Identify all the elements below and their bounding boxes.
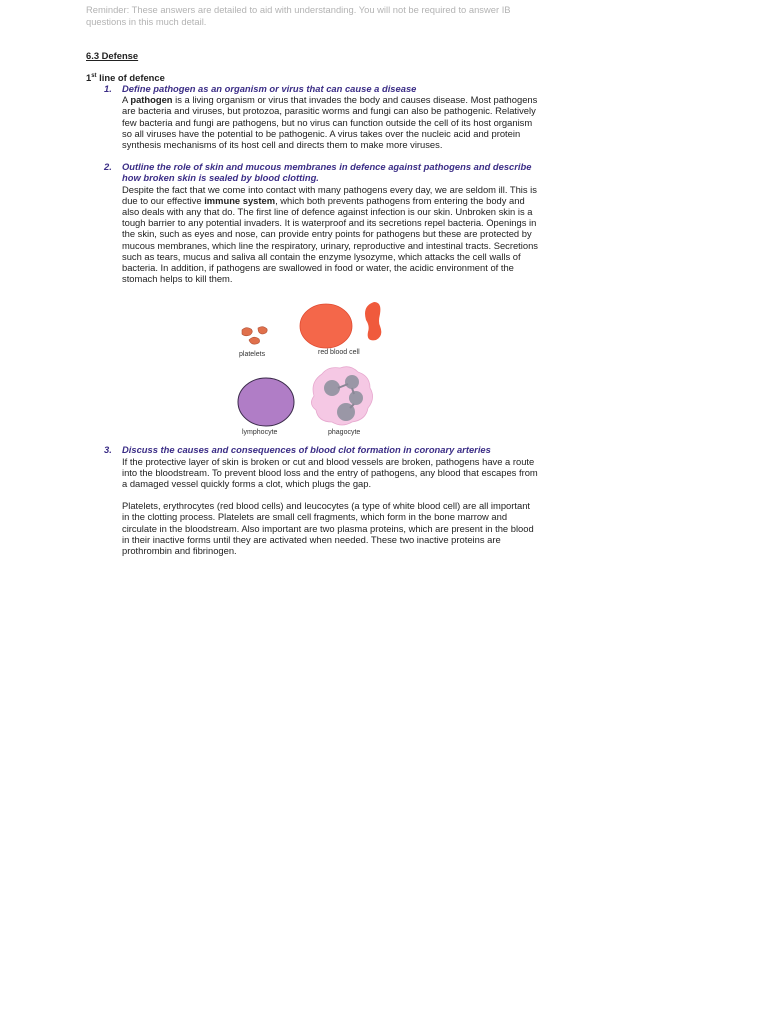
section-title: 6.3 Defense (86, 50, 139, 61)
question-1 (86, 83, 538, 150)
question-number: 2. (104, 161, 112, 173)
question-2 (86, 161, 538, 284)
document-page (86, 4, 538, 556)
blood-cells-figure (234, 296, 394, 436)
red-blood-cell-side-illustration (365, 302, 381, 340)
question-title: Discuss the causes and consequences of blood clot formation in coronary arteries (122, 444, 491, 456)
phagocyte-illustration (311, 367, 372, 425)
question-3 (86, 444, 538, 556)
question-number: 3. (104, 444, 112, 456)
reminder-note: Reminder: These answers are detailed to aid with understanding. You will not be required to answer IB questions in this much detail. (86, 4, 511, 27)
question-title: Outline the role of skin and mucous membranes in defence against pathogens and describe how broken skin is sealed by blood clotting. (122, 161, 532, 184)
lymphocyte-label: lymphocyte (242, 429, 278, 437)
phagocyte-label: phagocyte (328, 429, 361, 437)
question-title: Define pathogen as an organism or virus that can cause a disease (122, 83, 417, 94)
platelets-label: platelets (239, 351, 266, 359)
question-number: 1. (104, 83, 112, 94)
platelets-illustration (242, 327, 267, 344)
lymphocyte-illustration (238, 378, 294, 426)
line-of-defence-heading: 1st line of defence (86, 71, 165, 83)
answer-paragraph-1: If the protective layer of skin is broken or cut and blood vessels are broken, pathogens have a route into the bloodstream. To prevent blood loss and the entry of pathogens, any blood that escapes from a damaged vessel quickly forms a clot, which plugs the gap. (122, 455, 538, 490)
answer-paragraph: A pathogen is a living organism or virus that invades the body and causes disease. Most pathogens are bacteria and viruses, but protozoa, parasitic worms and fungi can also be pathogenic. Relatively few bacteria and fungi are pathogens, but no virus can function outside the cell of its host organism so all viruses have the potential to be pathogenic. A virus takes over the nucleic acid and protein synthesis mechanisms of its host cell and directs them to make more viruses. (122, 94, 538, 151)
red-blood-cell-illustration (300, 304, 352, 348)
red-blood-cell-label: red blood cell (318, 349, 360, 357)
answer-paragraph-2: Platelets, erythrocytes (red blood cells) and leucocytes (a type of white blood cell) are all important in the clotting process. Platelets are small cell fragments, which form in the bone marrow and circulate in the bloodstream. Also important are two plasma proteins, which are present in the blood in their inactive forms until they are activated when needed. These two inactive proteins are prothrombin and fibrinogen. (122, 500, 534, 557)
answer-paragraph: Despite the fact that we come into contact with many pathogens every day, we are seldom ill. This is due to our effective immune system, which both prevents pathogens from entering the body and also deals with any that do. The first line of defence against infection is our skin. Unbroken skin is a tough barrier to any potential invaders. It is waterproof and its secretions repel bacteria. Openings in the skin, such as eyes and nose, can provide entry points for pathogens but these are protected by mucous membranes, which line the respiratory, urinary, reproductive and intestinal tracts. Secretions such as tears, mucus and saliva all contain the enzyme lysozyme, which attacks the cell walls of bacteria. In addition, if pathogens are swallowed in food or water, the acidic environment of the stomach helps to kill them. (122, 183, 538, 285)
